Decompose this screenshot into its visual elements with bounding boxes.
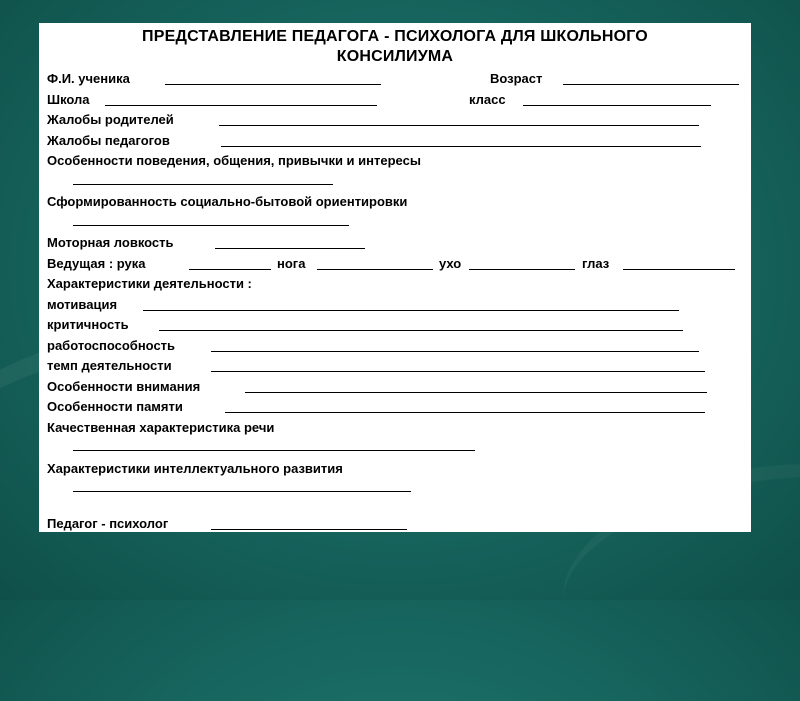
label-speech: Качественная характеристика речи: [47, 419, 275, 435]
blank-intellect[interactable]: [73, 479, 411, 492]
blank-memory[interactable]: [225, 400, 705, 413]
row-motivation: [47, 295, 743, 316]
label-tempo: темп деятельности: [47, 358, 172, 373]
label-class: класс: [469, 91, 506, 107]
row-teachers-complaints: [47, 131, 743, 152]
row-leading: [47, 254, 743, 275]
blank-motivation[interactable]: [143, 298, 679, 311]
label-school: Школа: [47, 91, 90, 107]
row-activity-header: [47, 274, 743, 295]
form-title: [47, 27, 743, 67]
blank-orientation[interactable]: [73, 213, 349, 226]
label-leading-hand: Ведущая : рука: [47, 255, 146, 271]
row-attention: [47, 377, 743, 398]
row-speech-blank: [47, 438, 743, 459]
label-motivation: мотивация: [47, 296, 118, 312]
row-psychologist: [47, 514, 743, 535]
row-behavior: [47, 151, 743, 172]
label-orientation: Сформированность социально-бытовой ориентировки: [47, 194, 408, 209]
blank-ear[interactable]: [469, 257, 575, 270]
blank-hand[interactable]: [189, 257, 271, 270]
row-speech: [47, 418, 743, 439]
row-fio-age: [47, 69, 743, 90]
label-fio: Ф.И. ученика: [47, 71, 130, 86]
row-tempo: [47, 356, 743, 377]
row-memory: [47, 397, 743, 418]
row-motor: [47, 233, 743, 254]
row-parents-complaints: [47, 110, 743, 131]
blank-speech[interactable]: [73, 438, 475, 451]
title-line-1: ПРЕДСТАВЛЕНИЕ ПЕДАГОГА - ПСИХОЛОГА ДЛЯ ШКОЛЬНОГО: [142, 28, 648, 45]
blank-teachers-complaints[interactable]: [221, 134, 701, 147]
label-leg: нога: [277, 255, 306, 271]
blank-age[interactable]: [563, 72, 739, 85]
label-ear: ухо: [439, 255, 462, 271]
blank-class[interactable]: [523, 93, 711, 106]
blank-parents-complaints[interactable]: [219, 113, 699, 126]
blank-motor[interactable]: [215, 236, 365, 249]
label-attention: Особенности внимания: [47, 378, 201, 394]
blank-school[interactable]: [105, 93, 377, 106]
blank-eye[interactable]: [623, 257, 735, 270]
blank-psychologist[interactable]: [211, 517, 407, 530]
label-teachers-complaints: Жалобы педагогов: [47, 132, 170, 148]
blank-workability[interactable]: [211, 339, 699, 352]
label-intellect: Характеристики интеллектуального развития: [47, 460, 343, 476]
row-behavior-blank: [47, 172, 743, 193]
row-orientation-blank: [47, 213, 743, 234]
spacer: [47, 500, 743, 514]
blank-behavior[interactable]: [73, 172, 333, 185]
label-activity-header: Характеристики деятельности :: [47, 276, 252, 291]
label-workability: работоспособность: [47, 337, 176, 353]
row-workability: [47, 336, 743, 357]
row-orientation: [47, 192, 743, 213]
row-school-class: [47, 90, 743, 111]
label-parents-complaints: Жалобы родителей: [47, 112, 174, 127]
row-criticality: [47, 315, 743, 336]
blank-fio[interactable]: [165, 72, 381, 85]
blank-leg[interactable]: [317, 257, 433, 270]
label-eye: глаз: [582, 255, 610, 271]
label-memory: Особенности памяти: [47, 399, 183, 414]
blank-tempo[interactable]: [211, 359, 705, 372]
row-intellect-blank: [47, 479, 743, 500]
row-intellect: [47, 459, 743, 480]
label-behavior: Особенности поведения, общения, привычки и интересы: [47, 153, 421, 168]
blank-attention[interactable]: [245, 380, 707, 393]
label-psychologist: Педагог - психолог: [47, 515, 169, 531]
label-motor: Моторная ловкость: [47, 235, 174, 250]
label-criticality: критичность: [47, 317, 129, 332]
title-line-2: КОНСИЛИУМА: [336, 48, 454, 65]
blank-criticality[interactable]: [159, 318, 683, 331]
form-sheet: [39, 23, 751, 532]
label-age: Возраст: [490, 71, 543, 86]
